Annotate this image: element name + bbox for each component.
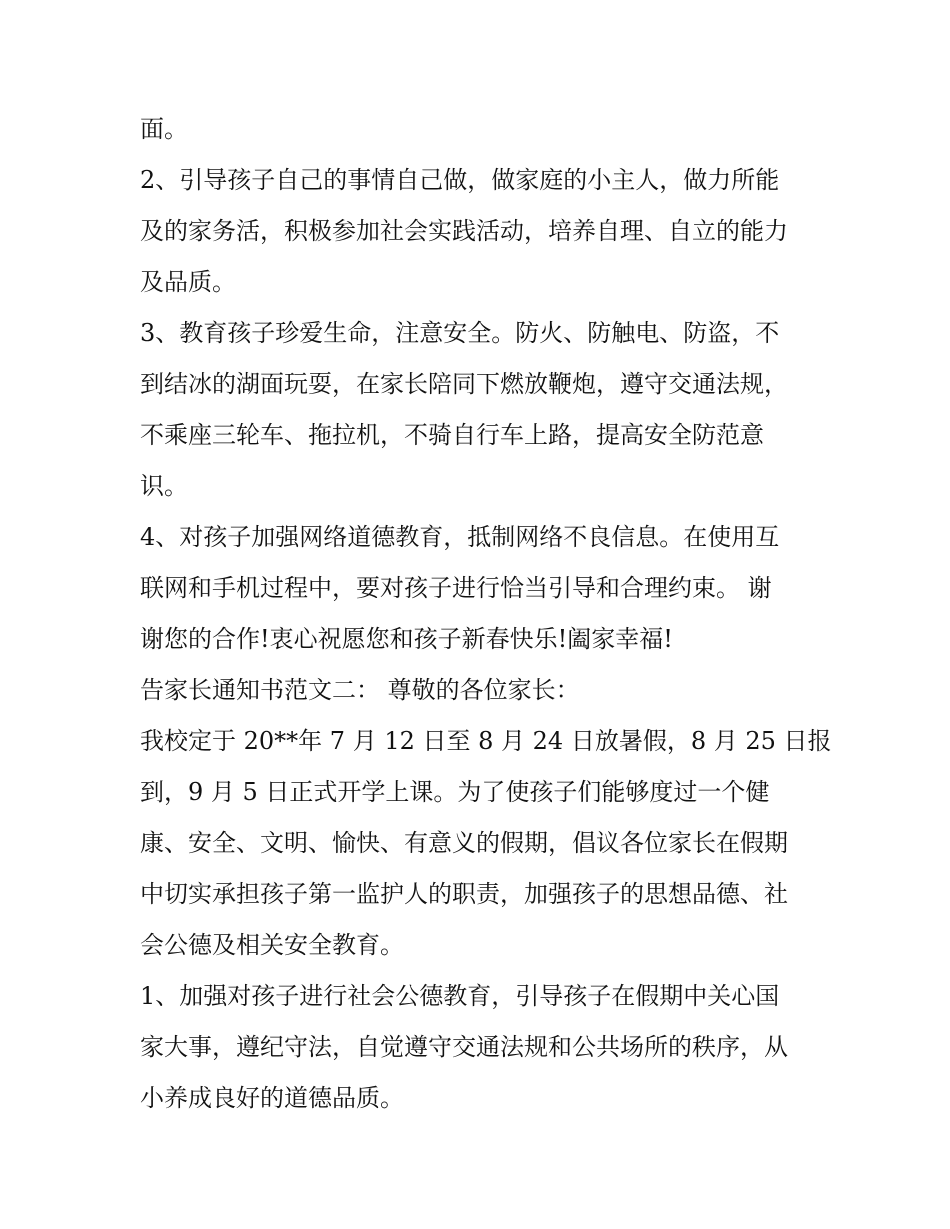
document-body (140, 104, 830, 1124)
section-heading: 告家长通知书范文二： 尊敬的各位家长： (140, 676, 580, 704)
text-line: 谢您的合作!衷心祝愿您和孩子新春快乐!阖家幸福! (140, 625, 673, 653)
text-line: 识。 (140, 472, 188, 500)
text-line: 康、安全、文明、愉快、有意义的假期，倡议各位家长在假期 (140, 829, 788, 857)
text-line: 4、对孩子加强网络道德教育，抵制网络不良信息。在使用互 (140, 523, 780, 551)
text-line: 家大事，遵纪守法，自觉遵守交通法规和公共场所的秩序，从 (140, 1033, 788, 1061)
text-line: 中切实承担孩子第一监护人的职责，加强孩子的思想品德、社 (140, 880, 788, 908)
text-line: 到结冰的湖面玩耍，在家长陪同下燃放鞭炮，遵守交通法规， (140, 370, 788, 398)
text-line: 小养成良好的道德品质。 (140, 1084, 404, 1112)
text-line: 2、引导孩子自己的事情自己做，做家庭的小主人，做力所能 (140, 166, 780, 194)
text-line: 我校定于 20**年 7 月 12 日至 8 月 24 日放暑假，8 月 25 日报 (140, 727, 832, 755)
text-line: 面。 (140, 115, 188, 143)
text-line: 3、教育孩子珍爱生命，注意安全。防火、防触电、防盗，不 (140, 319, 780, 347)
text-line: 不乘座三轮车、拖拉机，不骑自行车上路，提高安全防范意 (140, 421, 764, 449)
text-line: 及品质。 (140, 268, 236, 296)
text-line: 联网和手机过程中，要对孩子进行恰当引导和合理约束。 谢 (140, 574, 772, 602)
text-line: 会公德及相关安全教育。 (140, 931, 404, 959)
text-line: 及的家务活，积极参加社会实践活动，培养自理、自立的能力 (140, 217, 788, 245)
text-line: 1、加强对孩子进行社会公德教育，引导孩子在假期中关心国 (140, 982, 780, 1010)
text-line: 到，9 月 5 日正式开学上课。为了使孩子们能够度过一个健 (140, 778, 770, 806)
